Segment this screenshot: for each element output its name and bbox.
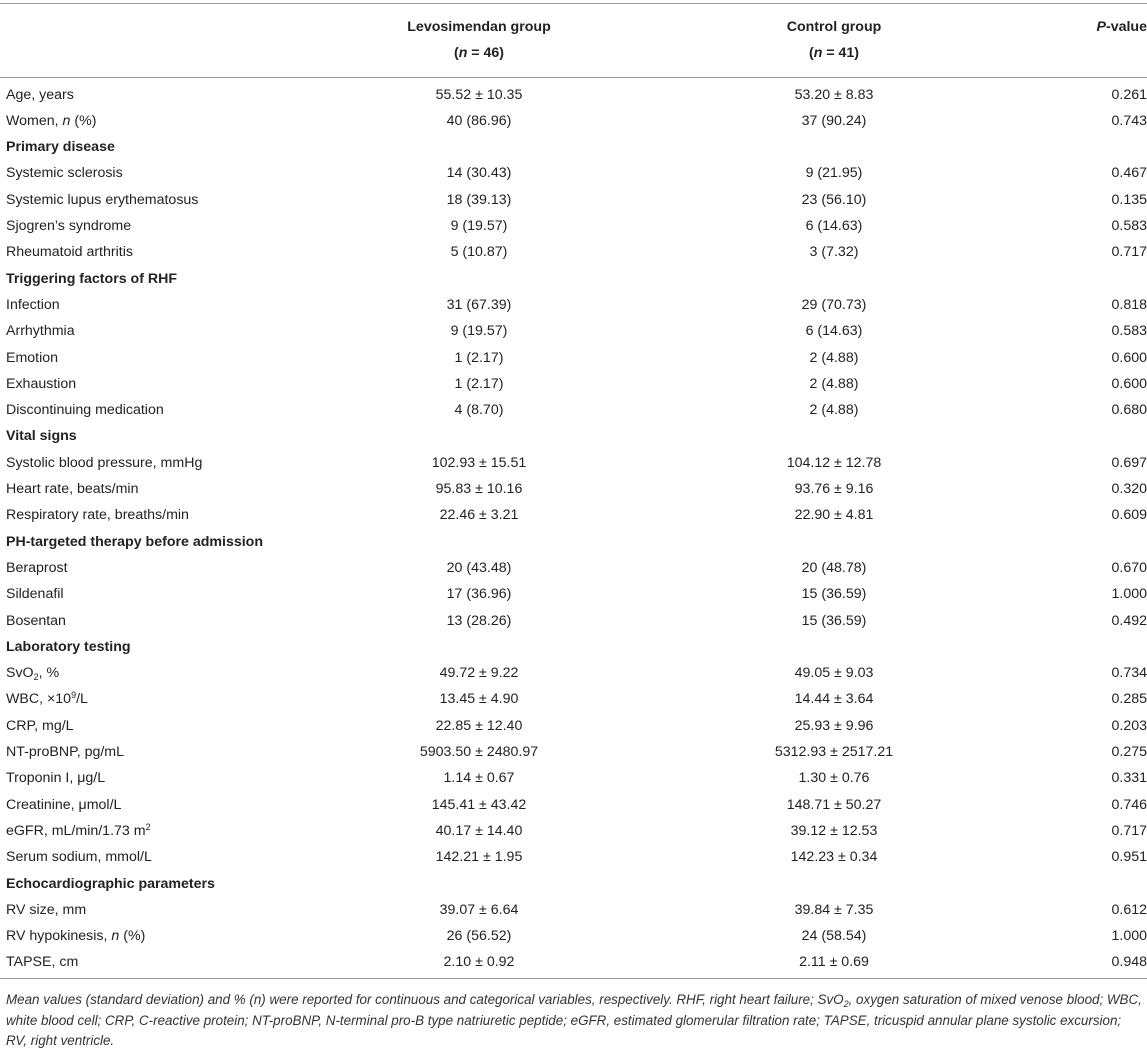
- section-label: Laboratory testing: [6, 638, 131, 655]
- table-row: [0, 818, 1147, 844]
- levo-value: 26 (56.52): [446, 928, 512, 945]
- table-row: [0, 108, 1147, 134]
- levo-value: 5 (10.87): [450, 244, 508, 261]
- row-label: Serum sodium, mmol/L: [6, 849, 152, 866]
- p-value: 0.583: [1111, 218, 1147, 235]
- p-value: 0.717: [1111, 244, 1147, 261]
- row-label: Infection: [6, 296, 60, 313]
- header-row-2: [0, 40, 1147, 77]
- control-value: 1.30 ± 0.76: [798, 770, 870, 787]
- levo-n-open: (: [453, 45, 459, 62]
- header-control-n: [629, 40, 1039, 77]
- levo-value: 1 (2.17): [454, 349, 504, 366]
- row-label: Emotion: [6, 349, 59, 366]
- baseline-characteristics-table: [0, 3, 1147, 979]
- table-row: [0, 318, 1147, 344]
- control-value: 24 (58.54): [801, 928, 867, 945]
- label-part: WBC, ×10: [6, 691, 72, 708]
- row-label: [0, 686, 329, 712]
- row-label: Heart rate, beats/min: [6, 481, 139, 498]
- levo-value: 39.07 ± 6.64: [439, 901, 519, 918]
- levo-value: 22.85 ± 12.40: [435, 717, 523, 734]
- levo-value: 5903.50 ± 2480.97: [419, 744, 539, 761]
- p-value: 0.331: [1111, 770, 1147, 787]
- table-row: [0, 371, 1147, 397]
- header-levosimendan-n: [329, 40, 629, 77]
- header-blank: [0, 4, 329, 41]
- control-value: 2 (4.88): [809, 402, 859, 419]
- row-label: Creatinine, μmol/L: [6, 796, 122, 813]
- section-label: Echocardiographic parameters: [6, 875, 215, 892]
- row-label: Rheumatoid arthritis: [6, 244, 133, 261]
- control-value: 37 (90.24): [801, 112, 867, 129]
- levo-value: 102.93 ± 15.51: [431, 454, 527, 471]
- section-row: [0, 529, 1147, 555]
- table-row: [0, 897, 1147, 923]
- ctrl-n-var: n: [813, 45, 823, 62]
- section-row: [0, 634, 1147, 660]
- levo-value: 49.72 ± 9.22: [439, 665, 519, 682]
- row-label: [0, 660, 329, 686]
- levo-value: 31 (67.39): [446, 296, 512, 313]
- levo-value: 14 (30.43): [446, 165, 512, 182]
- header-row-1: [0, 4, 1147, 41]
- control-value: 15 (36.59): [801, 612, 867, 629]
- label-part: , %: [38, 665, 60, 682]
- row-label: Beraprost: [6, 559, 68, 576]
- table-row: [0, 239, 1147, 265]
- section-row: [0, 423, 1147, 449]
- label-part: Women,: [6, 112, 63, 129]
- footnote-subscript: 2: [843, 999, 849, 1009]
- levo-value: 13 (28.26): [446, 612, 512, 629]
- label-part: (%): [70, 112, 97, 129]
- p-value: 0.746: [1111, 796, 1147, 813]
- row-label: Sildenafil: [6, 586, 64, 603]
- control-value: 104.12 ± 12.78: [786, 454, 882, 471]
- p-value: 0.680: [1111, 402, 1147, 419]
- row-label: RV size, mm: [6, 901, 87, 918]
- label-var: n: [62, 112, 71, 129]
- table-row: [0, 923, 1147, 949]
- table-row: [0, 160, 1147, 186]
- row-label: [0, 818, 329, 844]
- footnote-text: , oxygen saturation of mixed venose blood; WBC, white blood cell; CRP, C-reactive protein; NT-proBNP, N-terminal pro-B type natriuretic peptide; eGFR, estimated glomerular filtration rate; TAPSE, tricuspid annular plane systolic excursion; RV, right ventricle.: [6, 992, 1142, 1048]
- levo-value: 2.10 ± 0.92: [329, 949, 629, 978]
- control-value: 29 (70.73): [801, 296, 867, 313]
- p-value: 0.600: [1111, 375, 1147, 392]
- row-label: [0, 923, 329, 949]
- control-value: 93.76 ± 9.16: [794, 481, 874, 498]
- control-value: 2 (4.88): [809, 375, 859, 392]
- control-value: 142.23 ± 0.34: [790, 849, 878, 866]
- header-blank-2: [0, 40, 329, 77]
- row-label: Age, years: [6, 86, 74, 103]
- table-row: [0, 581, 1147, 607]
- table-row: [0, 765, 1147, 791]
- table-row: [0, 739, 1147, 765]
- control-value: 25.93 ± 9.96: [794, 717, 874, 734]
- control-value: 22.90 ± 4.81: [794, 507, 874, 524]
- label-part: RV hypokinesis,: [6, 928, 112, 945]
- table-body: [0, 77, 1147, 978]
- control-value: 148.71 ± 50.27: [786, 796, 882, 813]
- table-row: [0, 686, 1147, 712]
- section-row: [0, 871, 1147, 897]
- p-value: 0.203: [1111, 717, 1147, 734]
- control-value: 20 (48.78): [801, 559, 867, 576]
- p-value: 0.583: [1111, 323, 1147, 340]
- p-value: 0.818: [1111, 296, 1147, 313]
- row-label: Systolic blood pressure, mmHg: [6, 454, 203, 471]
- table-row: [0, 608, 1147, 634]
- table-row: [0, 844, 1147, 870]
- p-value: 0.948: [1039, 949, 1147, 978]
- levo-value: 13.45 ± 4.90: [439, 691, 519, 708]
- p-value: 0.612: [1111, 901, 1147, 918]
- levo-value: 9 (19.57): [450, 323, 508, 340]
- p-value: 1.000: [1111, 928, 1147, 945]
- control-value: 6 (14.63): [805, 323, 863, 340]
- levo-value: 4 (8.70): [454, 402, 504, 419]
- control-value: 53.20 ± 8.83: [794, 86, 874, 103]
- control-value: 9 (21.95): [805, 165, 863, 182]
- header-p-var: P: [1096, 19, 1106, 35]
- p-value: 0.951: [1111, 849, 1147, 866]
- table-footnote: [6, 990, 1142, 1052]
- table-row: [0, 292, 1147, 318]
- p-value: 0.670: [1111, 559, 1147, 576]
- p-value: 1.000: [1111, 586, 1147, 603]
- row-label: Sjogren’s syndrome: [6, 218, 132, 235]
- levo-value: 1.14 ± 0.67: [443, 770, 515, 787]
- row-label: Exhaustion: [6, 375, 77, 392]
- section-label: PH-targeted therapy before admission: [6, 533, 264, 550]
- table-row: [0, 792, 1147, 818]
- label-part: SvO: [6, 665, 34, 682]
- table-row: [0, 949, 1147, 978]
- table-row: [0, 213, 1147, 239]
- levo-value: 1 (2.17): [454, 375, 504, 392]
- control-value: 15 (36.59): [801, 586, 867, 603]
- control-value: 14.44 ± 3.64: [794, 691, 874, 708]
- levo-value: 40 (86.96): [446, 112, 512, 129]
- row-label: NT-proBNP, pg/mL: [6, 744, 125, 761]
- control-value: 5312.93 ± 2517.21: [774, 744, 894, 761]
- table-row: [0, 187, 1147, 213]
- p-value: 0.734: [1111, 665, 1147, 682]
- levo-value: 142.21 ± 1.95: [435, 849, 523, 866]
- label-superscript: 2: [145, 821, 151, 832]
- row-label: Troponin I, μg/L: [6, 770, 106, 787]
- footnote-text: Mean values (standard deviation) and % (n) were reported for continuous and categorical variables, respectively. RHF, right heart failure; SvO: [6, 992, 844, 1007]
- p-value: 0.467: [1111, 165, 1147, 182]
- table-row: [0, 555, 1147, 581]
- table-row: [0, 450, 1147, 476]
- section-label: Vital signs: [6, 428, 77, 445]
- levo-value: 22.46 ± 3.21: [439, 507, 519, 524]
- levo-value: 55.52 ± 10.35: [435, 86, 523, 103]
- levo-value: 17 (36.96): [446, 586, 512, 603]
- p-value: 0.743: [1111, 112, 1147, 129]
- p-value: 0.600: [1111, 349, 1147, 366]
- table-row: [0, 77, 1147, 108]
- header-control: Control group: [786, 19, 882, 35]
- table-header: [0, 4, 1147, 78]
- control-value: 49.05 ± 9.03: [794, 665, 874, 682]
- ctrl-n-open: (: [808, 45, 814, 62]
- control-value: 2.11 ± 0.69: [629, 949, 1039, 978]
- control-value: 2 (4.88): [809, 349, 859, 366]
- header-blank-3: [1039, 40, 1147, 77]
- row-label: Systemic lupus erythematosus: [6, 191, 199, 208]
- table-row: [0, 502, 1147, 528]
- levo-n-var: n: [458, 45, 468, 62]
- control-value: 3 (7.32): [809, 244, 859, 261]
- row-label: Bosentan: [6, 612, 66, 629]
- row-label: Discontinuing medication: [6, 402, 164, 419]
- row-label: Arrhythmia: [6, 323, 75, 340]
- levo-n-rest: = 46): [467, 45, 505, 62]
- table-row: [0, 397, 1147, 423]
- levo-value: 145.41 ± 43.42: [431, 796, 527, 813]
- p-value: 0.492: [1111, 612, 1147, 629]
- levo-value: 9 (19.57): [450, 218, 508, 235]
- control-value: 6 (14.63): [805, 218, 863, 235]
- control-value: 23 (56.10): [801, 191, 867, 208]
- p-value: 0.697: [1111, 454, 1147, 471]
- row-label: Respiratory rate, breaths/min: [6, 507, 189, 524]
- row-label: CRP, mg/L: [6, 717, 74, 734]
- table-row: [0, 476, 1147, 502]
- p-value: 0.275: [1111, 744, 1147, 761]
- row-label: TAPSE, cm: [0, 949, 329, 978]
- label-part: /L: [76, 691, 88, 708]
- levo-value: 18 (39.13): [446, 191, 512, 208]
- ctrl-n-rest: = 41): [822, 45, 860, 62]
- p-value: 0.261: [1111, 86, 1147, 103]
- levo-value: 20 (43.48): [446, 559, 512, 576]
- label-var: n: [111, 928, 120, 945]
- table-row: [0, 660, 1147, 686]
- section-label: Triggering factors of RHF: [6, 270, 178, 287]
- p-value: 0.285: [1111, 691, 1147, 708]
- control-value: 39.12 ± 12.53: [790, 822, 878, 839]
- row-label: [0, 108, 329, 134]
- p-value: 0.609: [1111, 507, 1147, 524]
- label-superscript: 9: [71, 690, 77, 701]
- header-p-rest: -value: [1105, 19, 1147, 35]
- p-value: 0.135: [1111, 191, 1147, 208]
- section-row: [0, 266, 1147, 292]
- section-label: Primary disease: [6, 139, 115, 156]
- label-subscript: 2: [33, 672, 39, 683]
- header-p-value: [1039, 4, 1147, 41]
- header-levosimendan: Levosimendan group: [407, 19, 551, 35]
- row-label: Systemic sclerosis: [6, 165, 123, 182]
- label-part: eGFR, mL/min/1.73 m: [6, 822, 146, 839]
- p-value: 0.717: [1111, 822, 1147, 839]
- levo-value: 95.83 ± 10.16: [435, 481, 523, 498]
- levo-value: 40.17 ± 14.40: [435, 822, 523, 839]
- section-row: [0, 134, 1147, 160]
- table-row: [0, 713, 1147, 739]
- label-part: (%): [119, 928, 146, 945]
- p-value: 0.320: [1111, 481, 1147, 498]
- control-value: 39.84 ± 7.35: [794, 901, 874, 918]
- table-row: [0, 345, 1147, 371]
